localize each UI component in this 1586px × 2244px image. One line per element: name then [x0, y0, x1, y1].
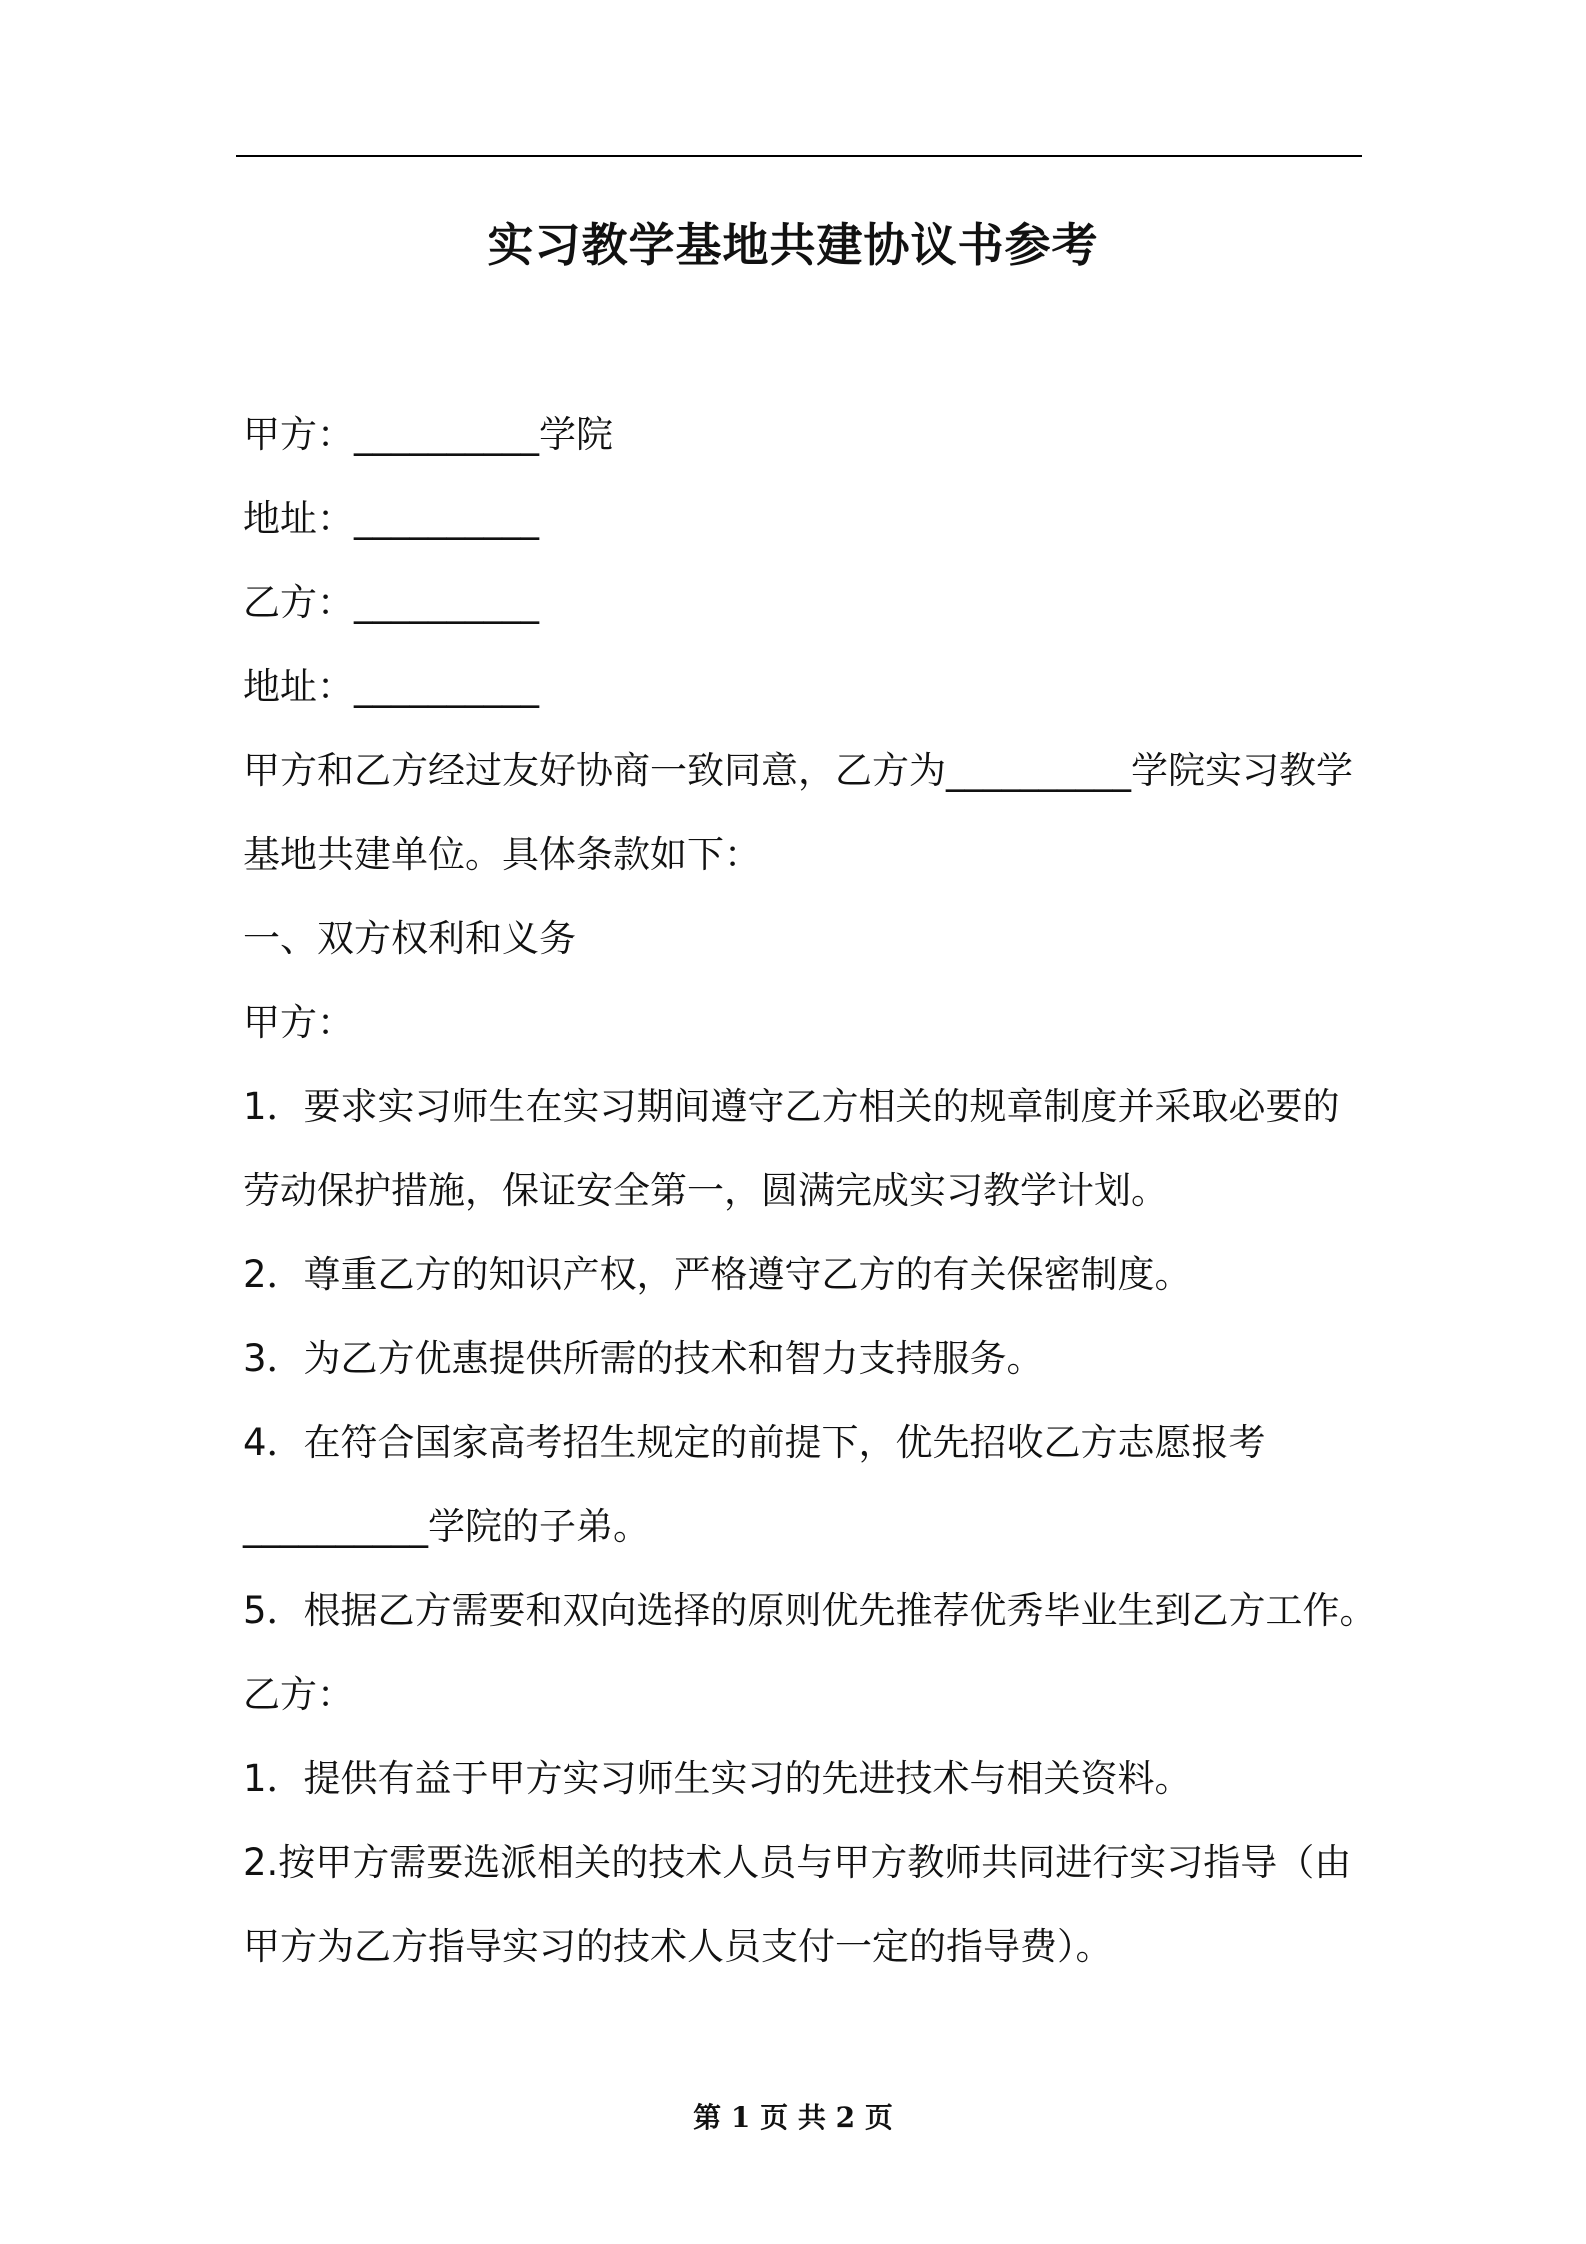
party-a-heading: 甲方：	[243, 1001, 354, 1044]
paragraph-intro-line-1: 甲方和乙方经过友好协商一致同意，乙方为__________学院实习教学	[243, 749, 1353, 792]
paragraph-intro-line-2: 基地共建单位。具体条款如下：	[243, 833, 761, 876]
party-a-item-1-line-1: 1．要求实习师生在实习期间遵守乙方相关的规章制度并采取必要的	[243, 1085, 1340, 1128]
line-party-a: 甲方：__________学院	[243, 413, 613, 456]
party-a-item-4-line-2: __________学院的子弟。	[243, 1505, 650, 1548]
party-b-item-2-line-1: 2.按甲方需要选派相关的技术人员与甲方教师共同进行实习指导（由	[243, 1841, 1352, 1884]
section-heading: 一、双方权利和义务	[243, 917, 576, 960]
party-a-item-4-line-1: 4．在符合国家高考招生规定的前提下，优先招收乙方志愿报考	[243, 1421, 1266, 1464]
page-number-footer: 第 1 页 共 2 页	[693, 2101, 893, 2134]
document-title: 实习教学基地共建协议书参考	[487, 218, 1099, 272]
line-address-b: 地址：__________	[243, 665, 539, 708]
line-address-a: 地址：__________	[243, 497, 539, 540]
party-a-item-2: 2．尊重乙方的知识产权，严格遵守乙方的有关保密制度。	[243, 1253, 1192, 1296]
line-party-b: 乙方：__________	[243, 581, 539, 624]
party-b-heading: 乙方：	[243, 1673, 354, 1716]
party-a-item-1-line-2: 劳动保护措施，保证安全第一，圆满完成实习教学计划。	[243, 1169, 1168, 1212]
party-b-item-1: 1．提供有益于甲方实习师生实习的先进技术与相关资料。	[243, 1757, 1192, 1800]
header-rule	[236, 155, 1362, 157]
party-a-item-3: 3．为乙方优惠提供所需的技术和智力支持服务。	[243, 1337, 1044, 1380]
party-a-item-5: 5．根据乙方需要和双向选择的原则优先推荐优秀毕业生到乙方工作。	[243, 1589, 1377, 1632]
party-b-item-2-line-2: 甲方为乙方指导实习的技术人员支付一定的指导费）。	[243, 1925, 1113, 1968]
